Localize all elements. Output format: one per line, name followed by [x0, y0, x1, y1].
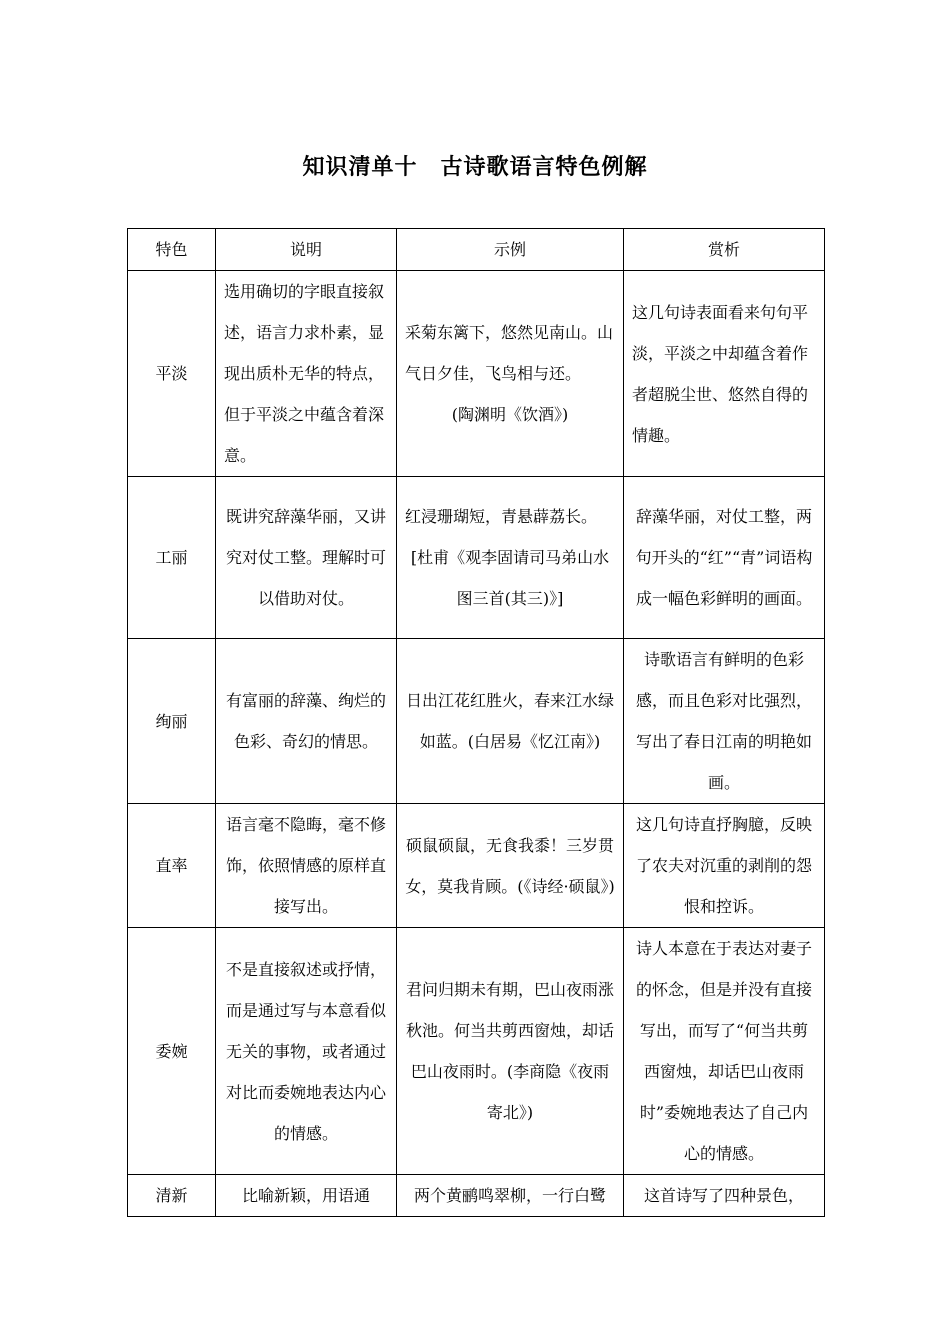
feature-cell: 委婉 — [128, 928, 216, 1175]
header-feature: 特色 — [128, 229, 216, 271]
analysis-cell: 辞藻华丽，对仗工整，两句开头的“红”“青”词语构成一幅色彩鲜明的画面。 — [624, 477, 825, 639]
description-cell: 有富丽的辞藻、绚烂的色彩、奇幻的情思。 — [216, 639, 397, 804]
table-row — [128, 477, 825, 639]
example-cell — [397, 477, 624, 639]
example-text: 红浸珊瑚短，青悬薜荔长。 — [405, 507, 598, 526]
page-title: 知识清单十 古诗歌语言特色例解 — [302, 155, 648, 180]
example-cell: 君问归期未有期，巴山夜雨涨秋池。何当共剪西窗烛，却话巴山夜雨时。(李商隐《夜雨寄北》) — [397, 928, 624, 1175]
feature-cell: 绚丽 — [128, 639, 216, 804]
description-cell: 不是直接叙述或抒情，而是通过写与本意看似无关的事物，或者通过对比而委婉地表达内心的情感。 — [216, 928, 397, 1175]
header-description: 说明 — [216, 229, 397, 271]
description-cell: 选用确切的字眼直接叙述，语言力求朴素，显现出质朴无华的特点，但于平淡之中蕴含着深意。 — [216, 271, 397, 477]
feature-cell: 直率 — [128, 804, 216, 928]
analysis-cell: 这几句诗表面看来句句平淡，平淡之中却蕴含着作者超脱尘世、悠然自得的情趣。 — [624, 271, 825, 477]
table-row — [128, 804, 825, 928]
example-source: [杜甫《观李固请司马弟山水图三首(其三)》] — [410, 548, 610, 608]
feature-cell: 清新 — [128, 1175, 216, 1217]
example-source: (陶渊明《饮酒》) — [451, 405, 569, 424]
example-text: 采菊东篱下，悠然见南山。山气日夕佳，飞鸟相与还。 — [405, 323, 614, 383]
description-cell: 比喻新颖，用语通 — [216, 1175, 397, 1217]
language-features-table — [127, 228, 825, 1217]
analysis-cell: 这首诗写了四种景色， — [624, 1175, 825, 1217]
feature-cell: 平淡 — [128, 271, 216, 477]
table-header-row — [128, 229, 825, 271]
description-cell: 既讲究辞藻华丽，又讲究对仗工整。理解时可以借助对仗。 — [216, 477, 397, 639]
analysis-cell: 诗人本意在于表达对妻子的怀念，但是并没有直接写出，而写了“何当共剪西窗烛，却话巴山夜雨时”委婉地表达了自己内心的情感。 — [624, 928, 825, 1175]
example-cell — [397, 271, 624, 477]
example-cell: 日出江花红胜火，春来江水绿如蓝。(白居易《忆江南》) — [397, 639, 624, 804]
description-cell: 语言毫不隐晦，毫不修饰，依照情感的原样直接写出。 — [216, 804, 397, 928]
table-row — [128, 639, 825, 804]
table-row — [128, 1175, 825, 1217]
analysis-cell: 这几句诗直抒胸臆，反映了农夫对沉重的剥削的怨恨和控诉。 — [624, 804, 825, 928]
example-cell: 硕鼠硕鼠，无食我黍！三岁贯女，莫我肯顾。(《诗经·硕鼠》) — [397, 804, 624, 928]
feature-cell: 工丽 — [128, 477, 216, 639]
analysis-cell: 诗歌语言有鲜明的色彩感，而且色彩对比强烈，写出了春日江南的明艳如画。 — [624, 639, 825, 804]
table-row — [128, 928, 825, 1175]
example-cell: 两个黄鹂鸣翠柳，一行白鹭 — [397, 1175, 624, 1217]
table-row — [128, 271, 825, 477]
header-example: 示例 — [397, 229, 624, 271]
header-analysis: 赏析 — [624, 229, 825, 271]
